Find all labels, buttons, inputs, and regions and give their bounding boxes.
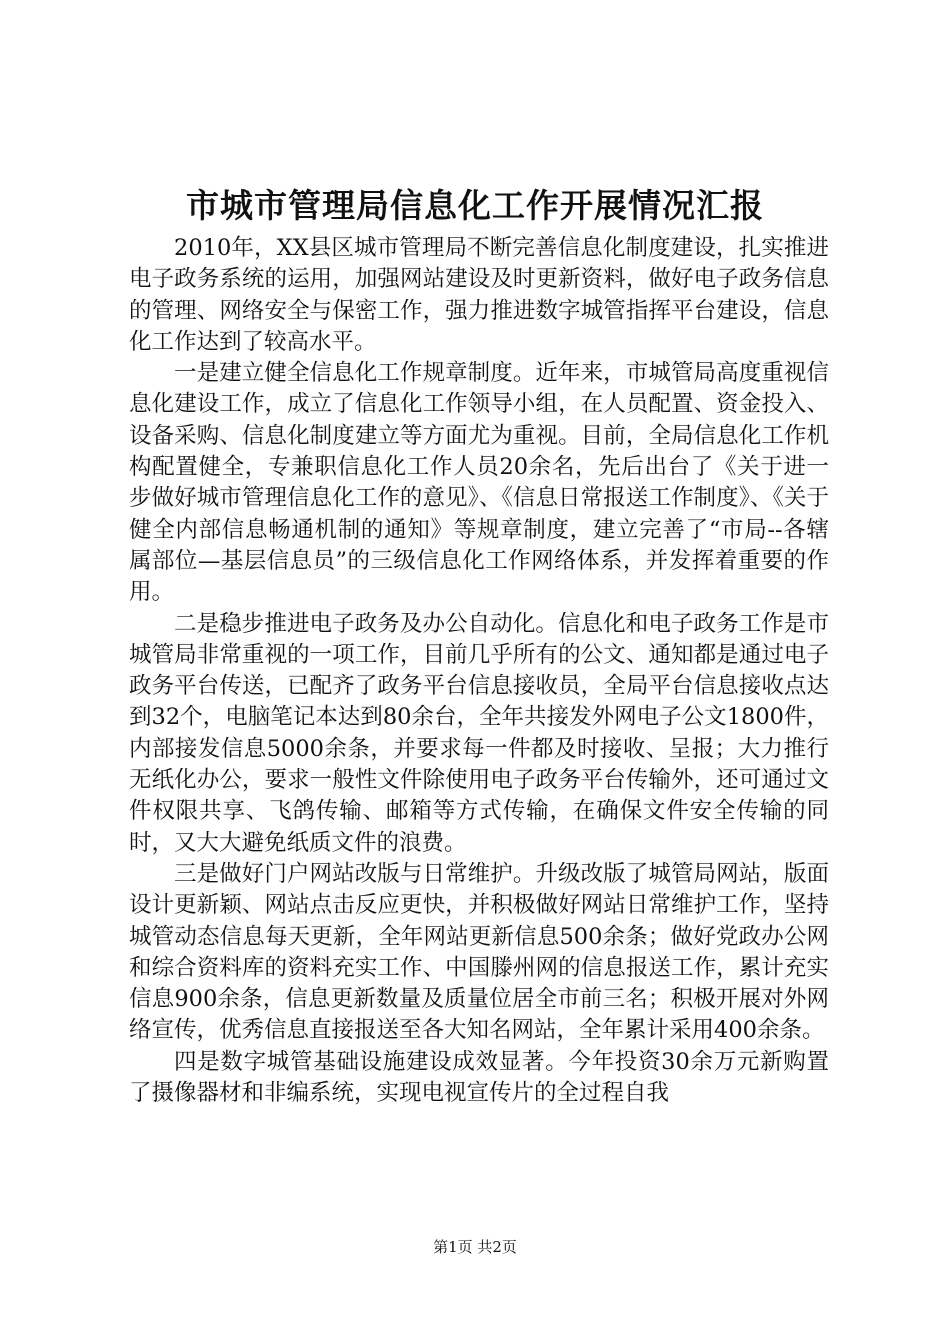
page-footer: 第1页 共2页 [433, 1238, 517, 1256]
paragraph-digital-infrastructure: 四是数字城管基础设施建设成效显著。今年投资30余万元新购置了摄像器材和非编系统，实现电视宣传片的全过程自我 [129, 1048, 829, 1107]
paragraph-intro: 2010年，XX县区城市管理局不断完善信息化制度建设，扎实推进电子政务系统的运用，加强网站建设及时更新资料，做好电子政务信息的管理、网络安全与保密工作，强力推进数字城管指挥平台建设，信息化工作达到了较高水平。 [129, 235, 829, 355]
paragraph-rules-system: 一是建立健全信息化工作规章制度。近年来，市城管局高度重视信息化建设工作，成立了信息化工作领导小组，在人员配置、资金投入、设备采购、信息化制度建立等方面尤为重视。目前，全局信息化工作机构配置健全，专兼职信息化工作人员20余名，先后出台了《关于进一步做好城市管理信息化工作的意见》、《信息日常报送工作制度》、《关于健全内部信息畅通机制的通知》等规章制度，建立完善了“市局--各辖属部位—基层信息员”的三级信息化工作网络体系，并发挥着重要的作用。 [129, 360, 829, 606]
document-body [129, 233, 829, 1109]
document-title: 市城市管理局信息化工作开展情况汇报 [186, 186, 764, 225]
paragraph-portal-website: 三是做好门户网站改版与日常维护。升级改版了城管局网站，版面设计更新颖、网站点击反应更快，并积极做好网站日常维护工作，坚持城管动态信息每天更新，全年网站更新信息500余条；做好党政办公网和综合资料库的资料充实工作、中国滕州网的信息报送工作，累计充实信息900余条，信息更新数量及质量位居全市前三名；积极开展对外网络宣传，优秀信息直接报送至各大知名网站，全年累计采用400余条。 [129, 860, 829, 1044]
paragraph-e-government: 二是稳步推进电子政务及办公自动化。信息化和电子政务工作是市城管局非常重视的一项工作，目前几乎所有的公文、通知都是通过电子政务平台传送，已配齐了政务平台信息接收员，全局平台信息接收点达到32个，电脑笔记本达到80余台，全年共接发外网电子公文1800件，内部接发信息5000余条，并要求每一件都及时接收、呈报；大力推行无纸化办公，要求一般性文件除使用电子政务平台传输外，还可通过文件权限共享、飞鸽传输、邮箱等方式传输，在确保文件安全传输的同时，又大大避免纸质文件的浪费。 [129, 610, 829, 856]
